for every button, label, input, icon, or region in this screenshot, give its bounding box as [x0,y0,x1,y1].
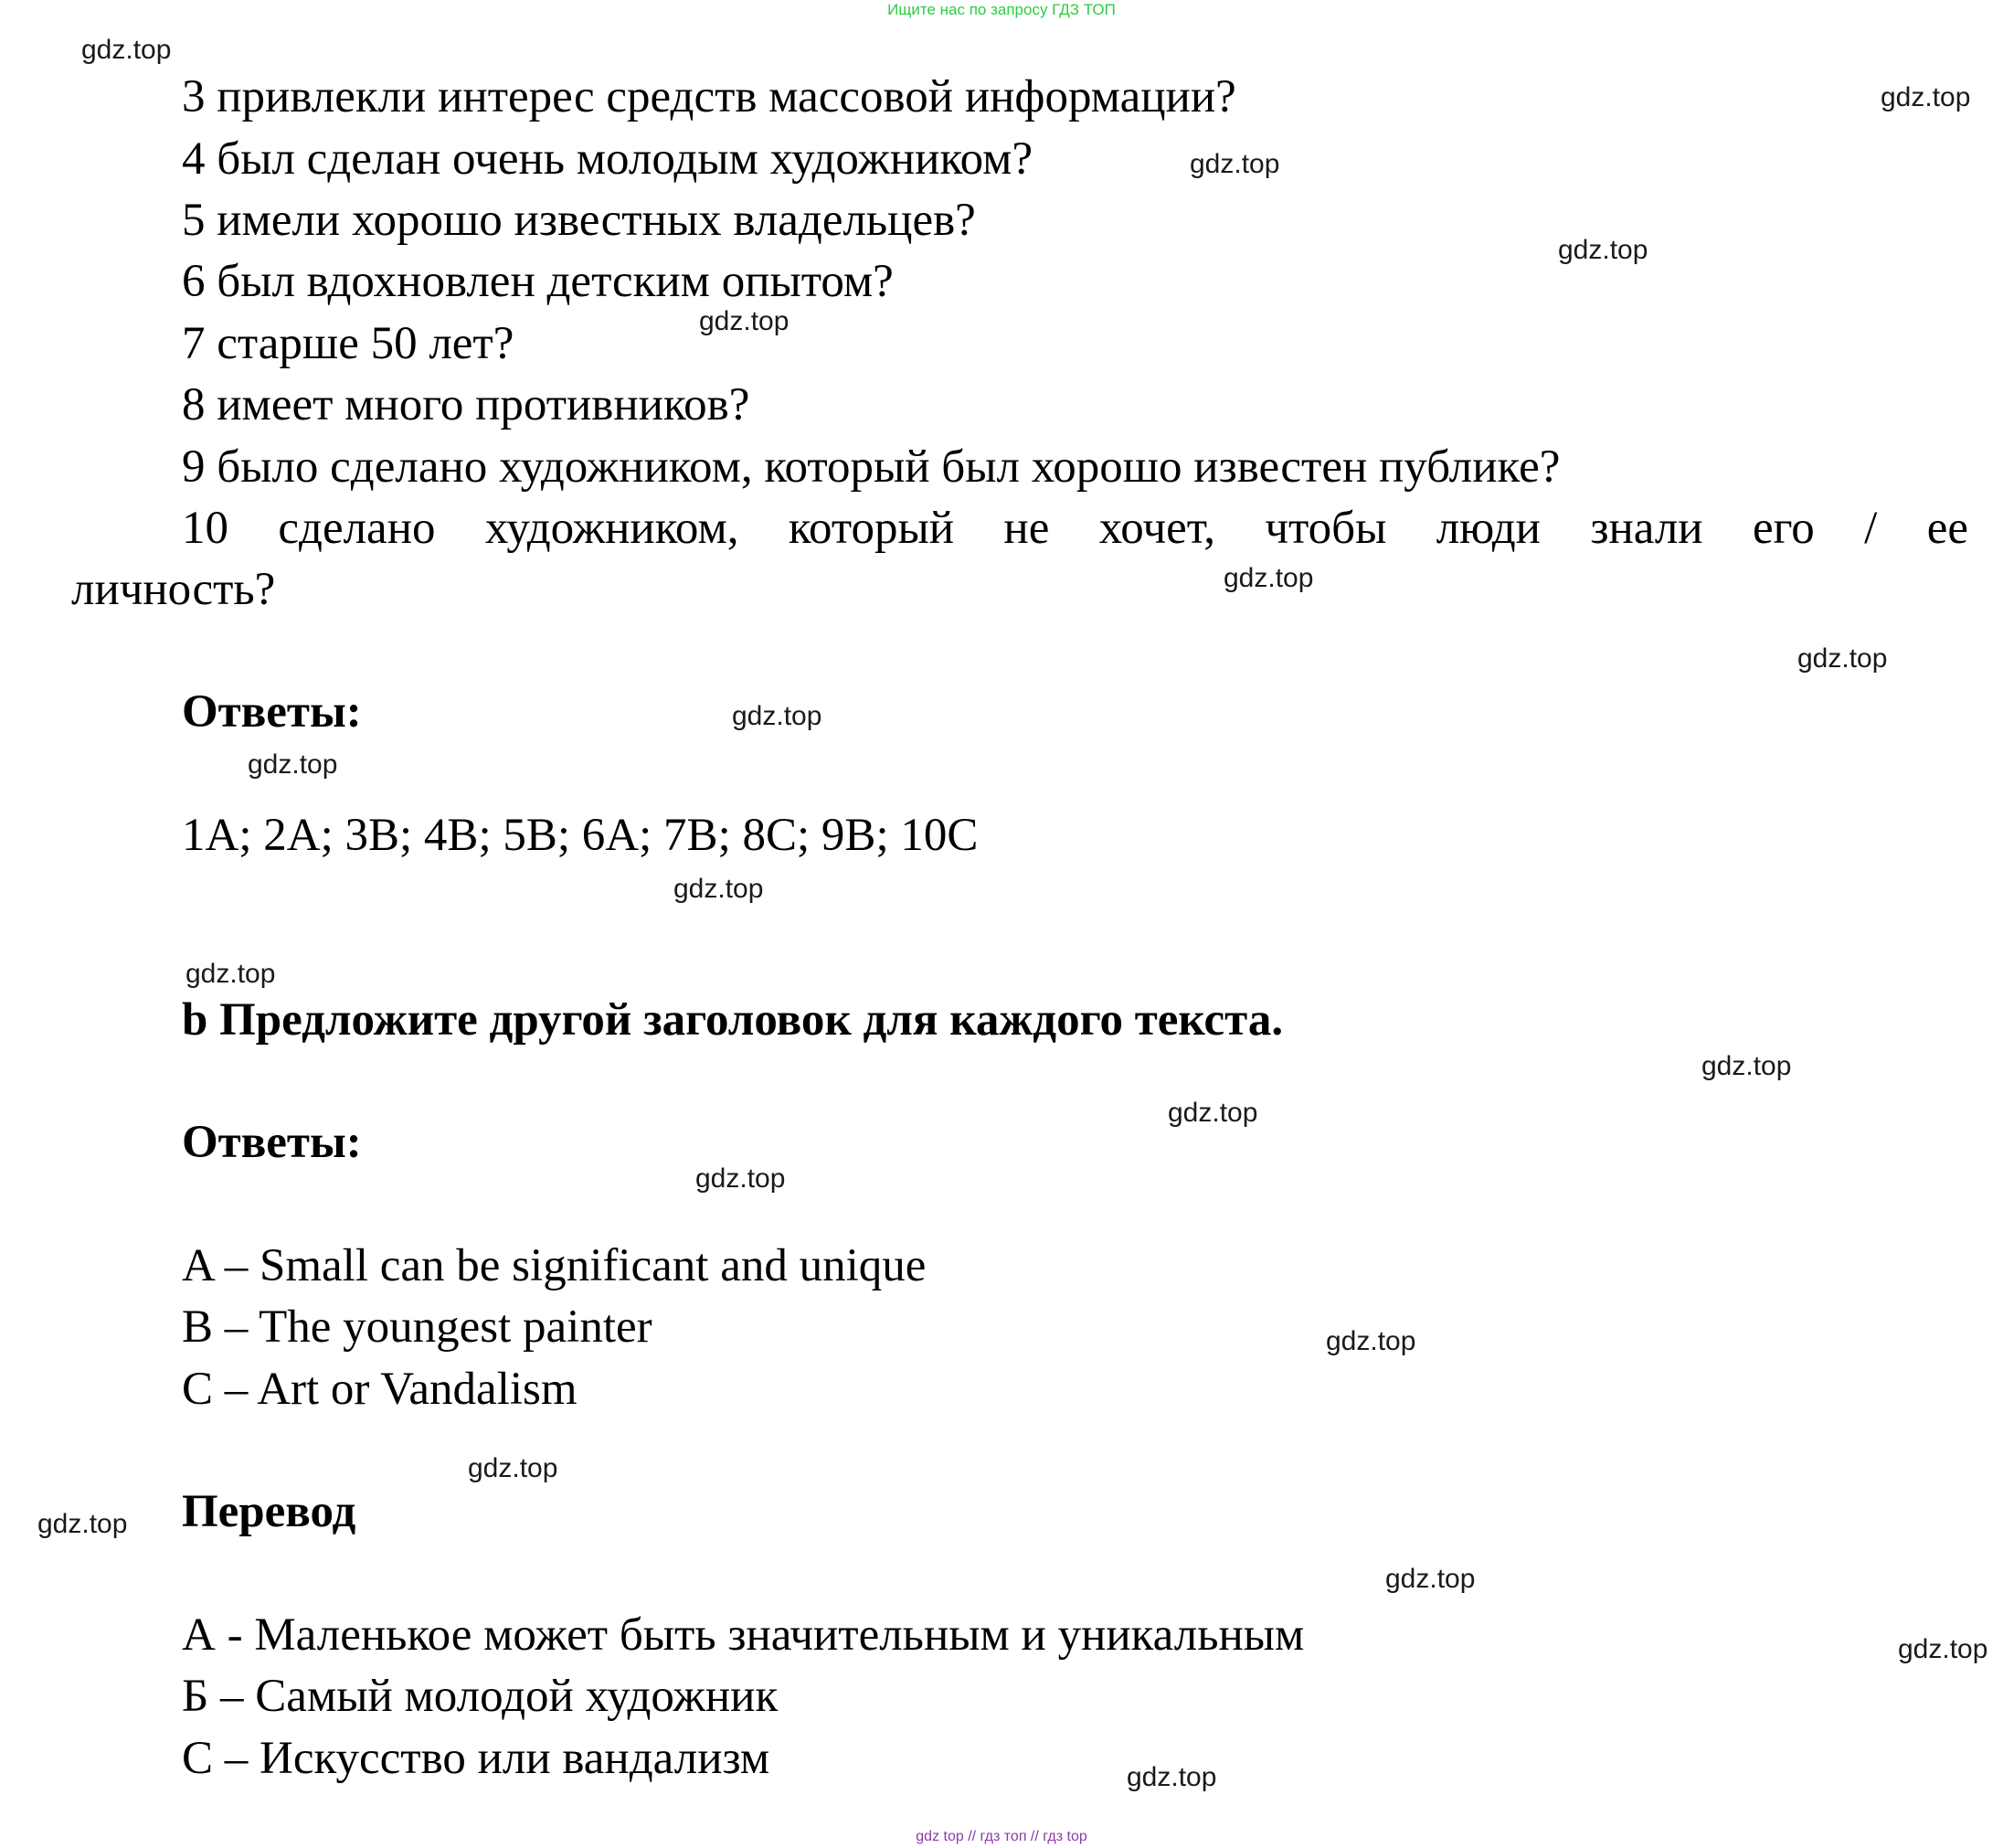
question-10-line-2: личность? [71,564,276,615]
title-ru-a: А - Маленькое может быть значительным и уникальным [182,1609,1305,1661]
question-4: 4 был сделан очень молодым художником? [182,133,1033,185]
title-en-b: B – The youngest painter [182,1301,652,1353]
watermark: gdz.top [1701,1051,1792,1081]
watermark: gdz.top [81,35,172,65]
watermark: gdz.top [1881,82,1971,112]
watermark: gdz.top [1190,149,1280,179]
question-5: 5 имели хорошо известных владельцев? [182,195,976,246]
question-7: 7 старше 50 лет? [182,318,514,369]
top-banner-link[interactable]: Ищите нас по запросу ГДЗ ТОП [887,1,1116,18]
question-10-line-1: 10 сделано художником, который не хочет, чтобы люди знали его / ее [182,503,1968,554]
watermark: gdz.top [1326,1326,1416,1356]
answers-heading-1: Ответы: [182,686,362,738]
title-ru-c: С – Искусство или вандализм [182,1733,770,1784]
watermark: gdz.top [185,959,276,989]
watermark: gdz.top [1224,563,1314,593]
watermark: gdz.top [1385,1564,1476,1594]
watermark: gdz.top [1898,1634,1988,1664]
watermark: gdz.top [695,1163,786,1194]
answers-heading-2: Ответы: [182,1117,362,1168]
watermark: gdz.top [468,1453,558,1483]
watermark: gdz.top [732,701,822,731]
watermark: gdz.top [699,306,790,336]
bottom-banner: gdz top // гдз топ // гдз top [916,1829,1087,1844]
answers-list-1: 1A; 2A; 3B; 4B; 5B; 6A; 7B; 8C; 9B; 10C [182,810,979,861]
watermark: gdz.top [673,874,764,904]
question-9: 9 было сделано художником, который был хорошо известен публике? [182,441,1561,493]
watermark: gdz.top [1127,1762,1217,1792]
title-en-a: A – Small can be significant and unique [182,1240,927,1291]
question-8: 8 имеет много противников? [182,379,750,430]
watermark: gdz.top [37,1509,128,1539]
task-b-heading: b Предложите другой заголовок для каждого текста. [182,994,1284,1046]
watermark: gdz.top [1558,235,1648,265]
watermark: gdz.top [248,749,338,780]
watermark: gdz.top [1797,643,1888,674]
question-6: 6 был вдохновлен детским опытом? [182,256,894,307]
title-en-c: C – Art or Vandalism [182,1364,578,1415]
watermark: gdz.top [1168,1098,1258,1128]
translation-heading: Перевод [182,1486,356,1537]
title-ru-b: Б – Самый молодой художник [182,1671,779,1722]
question-3: 3 привлекли интерес средств массовой информации? [182,71,1236,122]
